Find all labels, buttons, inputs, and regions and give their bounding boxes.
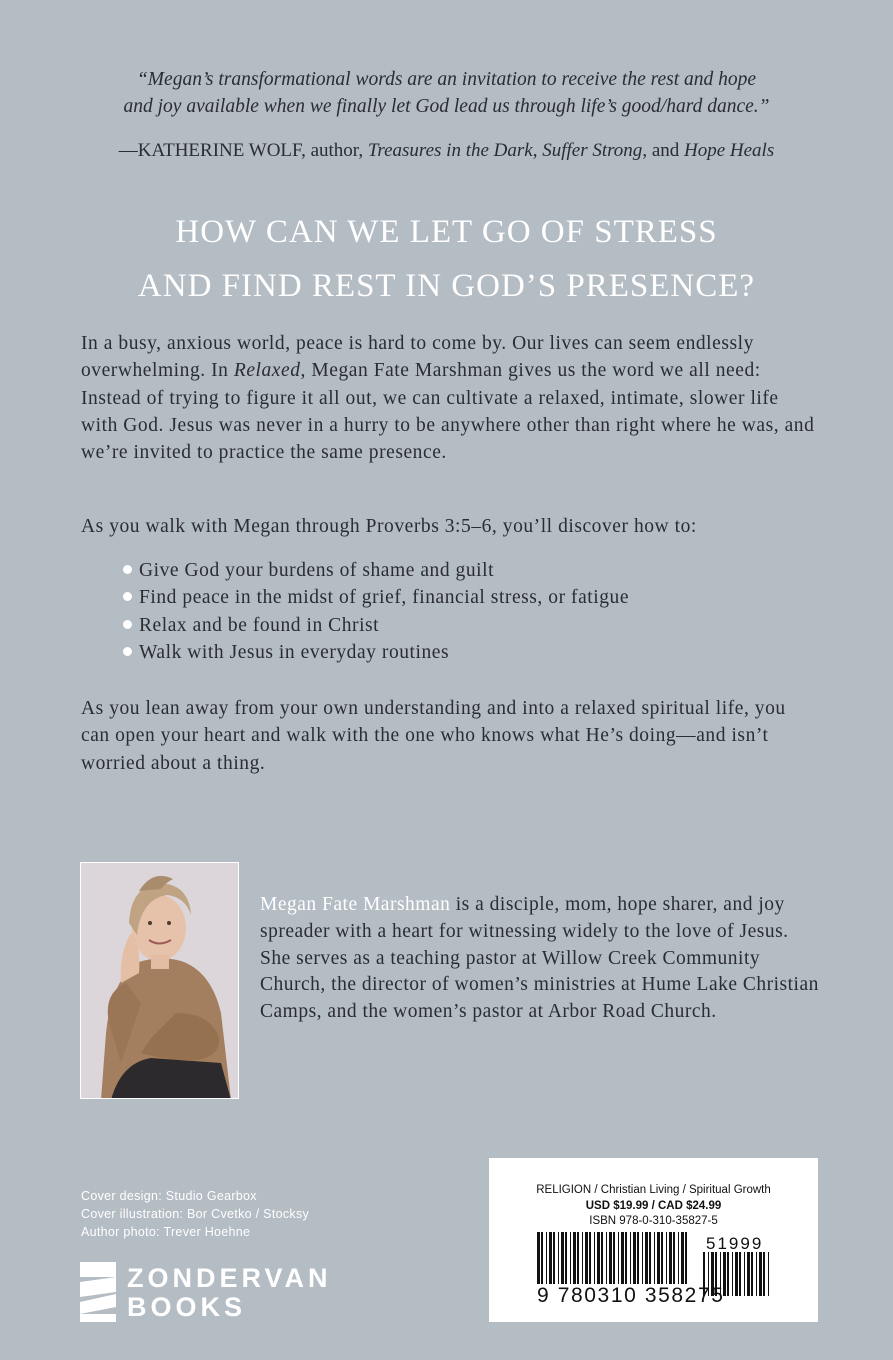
barcode-bar (541, 1232, 543, 1284)
barcode-bar (669, 1232, 672, 1284)
price: USD $19.99 / CAD $24.99 (585, 1200, 722, 1212)
barcode-bar (565, 1232, 567, 1284)
quote-line-1: “Megan’s transformational words are an invitation to receive the rest and hope (136, 69, 757, 90)
barcode-bar (768, 1252, 769, 1296)
barcode-bar (589, 1232, 591, 1284)
author-bio-text: is a disciple, mom, hope sharer, and joy spreader with a heart for witnessing widely to the love of Jesus. She serves as a teaching pastor at Willow Creek Community Church, the director of women’s ministries at Hume Lake Christian Camps, and the women’s pastor at Arbor Road Church. (260, 894, 819, 1023)
endorser-name: —KATHERINE WOLF (118, 140, 302, 161)
barcode-bar (582, 1232, 583, 1284)
barcode-bar (673, 1232, 675, 1284)
barcode-bar (633, 1232, 636, 1284)
barcode-bar (570, 1232, 571, 1284)
book-title-3: Hope Heals (684, 140, 775, 161)
barcode-bar (654, 1232, 655, 1284)
paragraph-1-rest: , Megan Fate Marshman gives us the word we all need: Instead of trying to figure it all out, we can cultivate a relaxed, intimate, slower life with God. Jesus was never in a hurry to be anywhere other than right where he was, and we’re invited to practice the same presence. (81, 360, 815, 464)
list-item: Find peace in the midst of grief, financial stress, or fatigue (121, 584, 629, 611)
barcode-bar (763, 1252, 765, 1296)
barcode-bar (666, 1232, 667, 1284)
zondervan-mark-icon (80, 1262, 116, 1322)
quote-line-2: and joy available when we finally let God lead us through life’s good/hard dance.” (123, 96, 770, 117)
list-item: Walk with Jesus in everyday routines (121, 639, 629, 666)
isbn: ISBN 978-0-310-35827-5 (589, 1215, 718, 1227)
author-bio (260, 892, 820, 1026)
barcode-box (489, 1158, 818, 1322)
headline-line-1: HOW CAN WE LET GO OF STRESS (175, 214, 718, 250)
barcode-bar (558, 1232, 559, 1284)
barcode-bar (657, 1232, 660, 1284)
barcode-graphic (489, 1158, 818, 1322)
barcode-bar (625, 1232, 627, 1284)
barcode-bar (727, 1252, 729, 1296)
book-title-1: Treasures in the Dark (367, 140, 533, 161)
barcode-bar (618, 1232, 619, 1284)
barcode-bar (744, 1252, 745, 1296)
publisher-name: ZONDERVAN (127, 1263, 332, 1293)
barcode-bar (681, 1232, 684, 1284)
bisac-category: RELIGION / Christian Living / Spiritual Growth (536, 1184, 771, 1196)
publisher-logo (80, 1262, 360, 1322)
author-label: , author, (301, 140, 368, 161)
barcode-bar (585, 1232, 588, 1284)
cover-credits (81, 1187, 309, 1241)
barcode-bar (573, 1232, 576, 1284)
barcode-bar (637, 1232, 639, 1284)
barcode-bar (751, 1252, 753, 1296)
paragraph-1-intro: In a busy, anxious world, peace is hard to come by. Our lives can seem endlessly overwhelming. In (81, 333, 754, 382)
credit-cover-illustration: Cover illustration: Bor Cvetko / Stocksy (81, 1207, 310, 1221)
barcode-bar (661, 1232, 663, 1284)
barcode-bar (553, 1232, 555, 1284)
separator-2: , and (642, 140, 684, 161)
book-title-2: Suffer Strong (542, 140, 643, 161)
barcode-bar (645, 1232, 648, 1284)
author-name: Megan Fate Marshman (260, 894, 451, 915)
description-paragraph-3: As you lean away from your own understanding and into a relaxed spiritual life, you can open your heart and walk with the one who knows what He’s doing—and isn’t worried about a thing. (81, 698, 786, 774)
main-barcode-bars (537, 1232, 687, 1284)
credit-author-photo: Author photo: Trever Hoehne (81, 1225, 251, 1239)
barcode-bar (537, 1232, 540, 1284)
headline-line-2: AND FIND REST IN GOD’S PRESENCE? (137, 268, 756, 304)
barcode-bar (597, 1232, 600, 1284)
barcode-addon-number: 51999 (706, 1234, 764, 1253)
barcode-bar (756, 1252, 757, 1296)
barcode-bar (642, 1232, 643, 1284)
endorsement-attribution (80, 140, 813, 162)
barcode-bar (621, 1232, 624, 1284)
endorsement-quote (80, 66, 813, 120)
book-title-relaxed: Relaxed (233, 360, 301, 382)
barcode-bar (735, 1252, 738, 1296)
author-photo-illustration (81, 863, 239, 1099)
barcode-bar (606, 1232, 607, 1284)
list-item: Relax and be found in Christ (121, 612, 629, 639)
barcode-bar (759, 1252, 762, 1296)
barcode-bar (613, 1232, 615, 1284)
barcode-bar (649, 1232, 651, 1284)
barcode-bar (549, 1232, 552, 1284)
credit-cover-design: Cover design: Studio Gearbox (81, 1189, 257, 1203)
barcode-bar (577, 1232, 579, 1284)
barcode-bar (609, 1232, 612, 1284)
barcode-bar (630, 1232, 631, 1284)
barcode-bar (685, 1232, 687, 1284)
barcode-bar (601, 1232, 603, 1284)
barcode-bar (561, 1232, 564, 1284)
barcode-bar (747, 1252, 750, 1296)
author-photo (80, 862, 239, 1099)
separator-1: , (532, 140, 543, 161)
barcode-main-number: 9 780310 358275 (537, 1284, 725, 1307)
description-paragraph-2: As you walk with Megan through Proverbs 3:5–6, you’ll discover how to: (81, 516, 697, 537)
headline (40, 205, 853, 313)
barcode-bar (546, 1232, 547, 1284)
barcode-bar (732, 1252, 733, 1296)
list-item: Give God your burdens of shame and guilt (121, 557, 629, 584)
barcode-bar (678, 1232, 679, 1284)
barcode-bar (739, 1252, 741, 1296)
publisher-imprint: BOOKS (127, 1292, 247, 1322)
barcode-bar (594, 1232, 595, 1284)
benefit-list (121, 557, 629, 666)
description-paragraph-1 (81, 330, 816, 466)
